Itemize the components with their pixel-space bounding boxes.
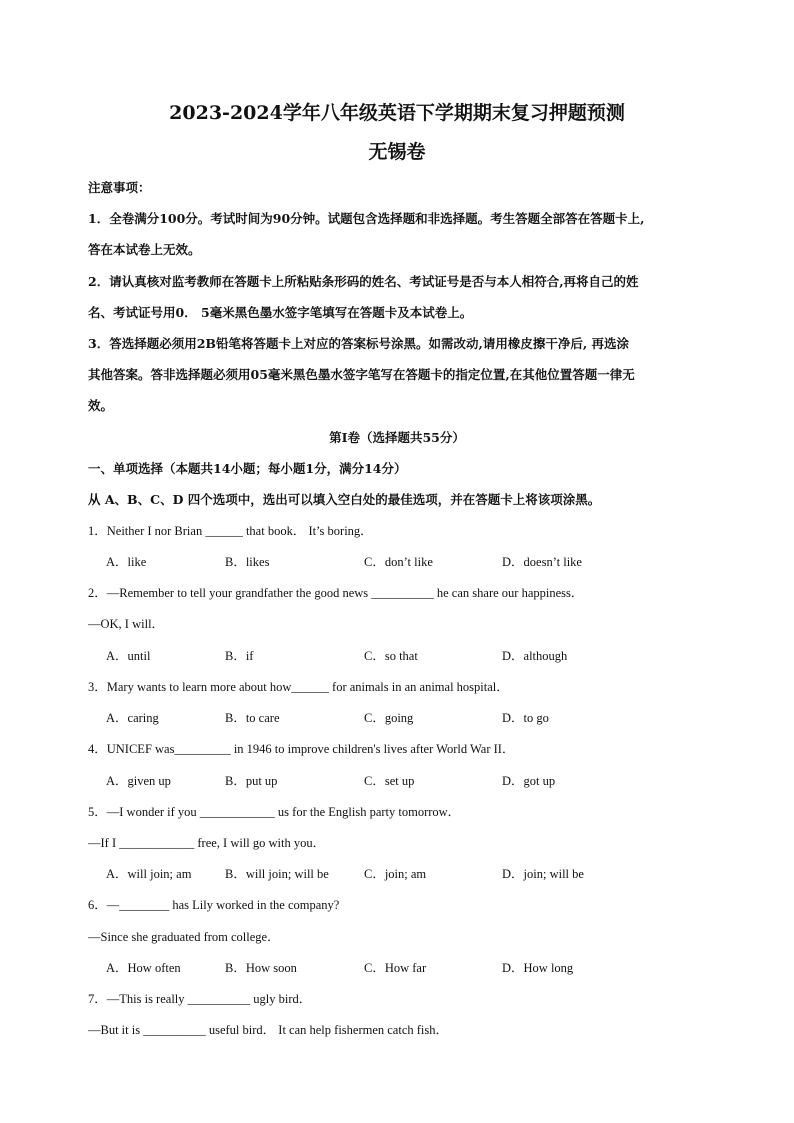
- option-a: A．will join; am: [106, 867, 192, 881]
- option-b: B．if: [225, 649, 254, 663]
- note-1b: 答在本试卷上无效。: [88, 242, 201, 257]
- question-stem: —If I ____________ free, I will go with you．: [88, 836, 326, 850]
- option-b: B．How soon: [225, 961, 297, 975]
- question-stem: 4．UNICEF was_________ in 1946 to improve children's lives after World War II．: [88, 742, 515, 756]
- question-stem: 1．Neither I nor Brian ______ that book． It’s boring．: [88, 524, 373, 538]
- section-instruction: 从 A、B、C、D 四个选项中，选出可以填入空白处的最佳选项，并在答题卡上将该项涂黑。: [88, 492, 601, 507]
- option-d: D．How long: [502, 961, 574, 975]
- question-stem: 7．—This is really __________ ugly bird．: [88, 992, 312, 1006]
- note-1a: 1．全卷满分100分。考试时间为90分钟。试题包含选择题和非选择题。考生答题全部答在答题卡上,: [88, 211, 645, 226]
- option-c: C．set up: [364, 774, 415, 788]
- question-stem: 2．—Remember to tell your grandfather the good news __________ he can share our happiness．: [88, 586, 584, 600]
- note-3b: 其他答案。答非选择题必须用05毫米黑色墨水签字笔写在答题卡的指定位置,在其他位置答题一律无: [88, 367, 635, 382]
- option-a: A．until: [106, 649, 151, 663]
- note-2a: 2．请认真核对监考教师在答题卡上所粘贴条形码的姓名、考试证号是否与本人相符合,再将自己的姓: [88, 274, 639, 289]
- option-d: D．join; will be: [502, 867, 584, 881]
- option-c: C．so that: [364, 649, 418, 663]
- note-3a: 3．答选择题必须用2B铅笔将答题卡上对应的答案标号涂黑。如需改动,请用橡皮擦干净后, 再选涂: [88, 336, 630, 351]
- note-2b: 名、考试证号用0． 5毫米黑色墨水签字笔填写在答题卡及本试卷上。: [88, 305, 473, 320]
- question-stem: —OK, I will．: [88, 617, 165, 631]
- question-stem: —But it is __________ useful bird． It can help fishermen catch fish．: [88, 1023, 449, 1037]
- option-a: A．How often: [106, 961, 181, 975]
- option-d: D．to go: [502, 711, 549, 725]
- option-d: D．doesn’t like: [502, 555, 582, 569]
- option-c: C．don’t like: [364, 555, 433, 569]
- notes-heading: 注意事项：: [88, 180, 151, 195]
- option-d: D．although: [502, 649, 568, 663]
- option-b: B．put up: [225, 774, 278, 788]
- question-stem: 6．—________ has Lily worked in the company?: [88, 898, 340, 912]
- note-3c: 效。: [88, 398, 114, 413]
- question-stem: —Since she graduated from college．: [88, 930, 280, 944]
- exam-subtitle: 无锡卷: [368, 141, 426, 163]
- option-a: A．like: [106, 555, 147, 569]
- option-a: A．caring: [106, 711, 159, 725]
- exam-title: 2023-2024学年八年级英语下学期期末复习押题预测: [169, 102, 625, 124]
- option-b: B．likes: [225, 555, 270, 569]
- option-b: B．will join; will be: [225, 867, 329, 881]
- question-stem: 5．—I wonder if you ____________ us for the English party tomorrow．: [88, 805, 461, 819]
- part-title: 第I卷（选择题共55分）: [329, 430, 465, 445]
- option-c: C．How far: [364, 961, 427, 975]
- section-heading: 一、单项选择（本题共14小题；每小题1分，满分14分）: [88, 461, 407, 476]
- option-d: D．got up: [502, 774, 556, 788]
- option-c: C．join; am: [364, 867, 427, 881]
- option-a: A．given up: [106, 774, 171, 788]
- option-b: B．to care: [225, 711, 280, 725]
- question-stem: 3．Mary wants to learn more about how______ for animals in an animal hospital．: [88, 680, 509, 694]
- option-c: C．going: [364, 711, 414, 725]
